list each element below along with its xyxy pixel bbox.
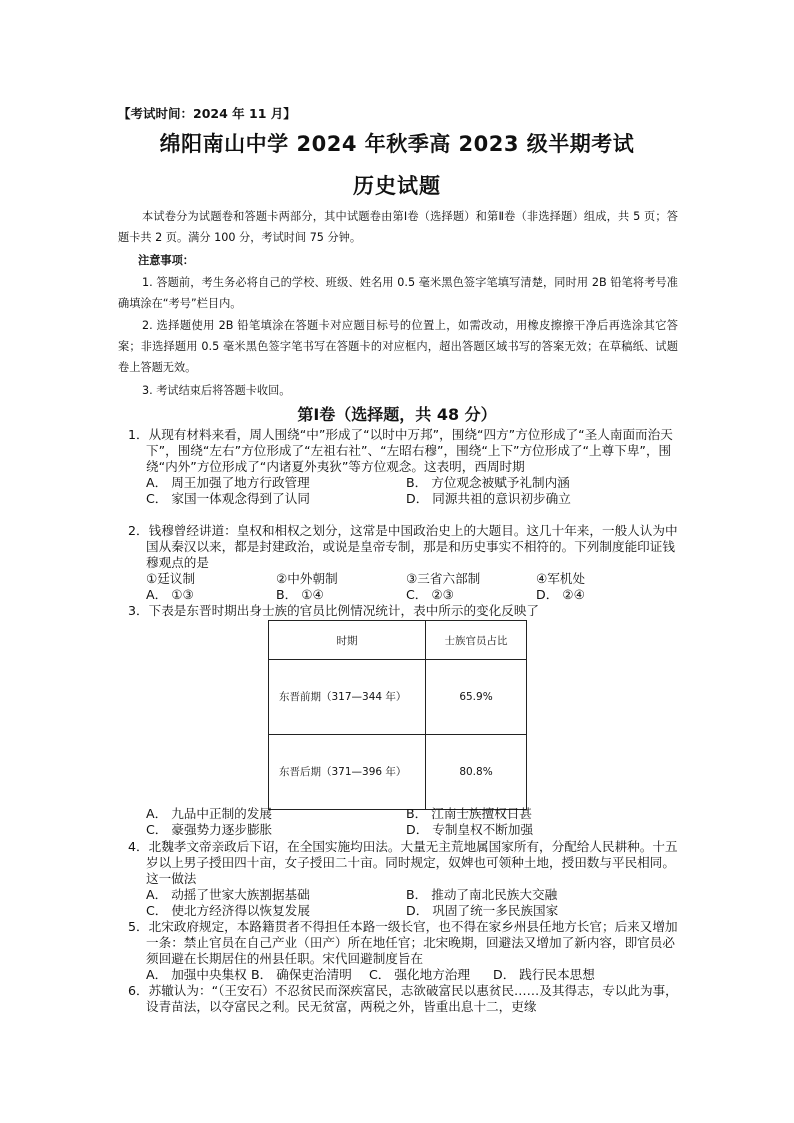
q4-option-c: C． 使北方经济得以恢复发展: [146, 903, 310, 918]
q1-option-d: D． 同源共祖的意识初步确立: [406, 491, 571, 506]
notes-heading: 注意事项：: [138, 254, 194, 267]
q5-option-b: B． 确保吏治清明: [251, 967, 352, 982]
question-6-stem: 6．苏辙认为：“（王安石）不忍贫民而深疾富民，志欲破富民以惠贫民……及其得志，专以此为事，设青苗法，以夺富民之利。民无贫富，两税之外，皆重出息十二，吏缘: [128, 983, 678, 1014]
q2-option-a: A． ①③: [146, 587, 194, 602]
q4-option-d: D． 巩固了统一多民族国家: [406, 903, 559, 918]
q2-option-d: D． ②④: [536, 587, 585, 602]
table-cell-ratio: 65.9%: [426, 660, 527, 735]
table-cell-period: 东晋前期（317—344 年）: [269, 660, 426, 735]
question-2: [128, 523, 680, 603]
question-5-options: [128, 967, 680, 983]
question-4: [128, 839, 680, 919]
q2-item-2: ②中外朝制: [276, 571, 338, 586]
q1-option-c: C． 家国一体观念得到了认同: [146, 491, 310, 506]
exam-title: 绵阳南山中学 2024 年秋季高 2023 级半期考试: [159, 132, 635, 156]
q2-item-1: ①廷议制: [146, 571, 196, 586]
q5-option-d: D． 践行民本思想: [493, 967, 595, 982]
question-5: [128, 919, 680, 983]
exam-subtitle: 历史试题: [353, 174, 441, 198]
q2-item-3: ③三省六部制: [406, 571, 481, 586]
q3-option-b: B． 江南士族擅权日甚: [406, 806, 532, 821]
q5-option-c: C． 强化地方治理: [369, 967, 470, 982]
q3-option-c: C． 豪强势力逐步膨胀: [146, 822, 273, 837]
question-2-stem: 2．钱穆曾经讲道：皇权和相权之划分，这常是中国政治史上的大题目。这几十年来，一般人认为中国从秦汉以来，都是封建政治，或说是皇帝专制，那是和历史事实不相符的。下列制度能印证钱穆观点的是: [128, 523, 678, 570]
q3-option-a: A． 九品中正制的发展: [146, 806, 272, 821]
table-row: [269, 735, 527, 810]
question-3-options-grid: [128, 806, 680, 838]
note-1: 1. 答题前，考生务必将自己的学校、班级、姓名用 0.5 毫米黑色签字笔填写清楚，同时用 2B 铅笔将考号准确填涂在“考号”栏目内。: [118, 276, 678, 310]
section-title: 第Ⅰ卷（选择题，共 48 分）: [297, 405, 497, 424]
note-3: 3. 考试结束后将答题卡收回。: [142, 384, 291, 397]
q2-option-c: C． ②③: [406, 587, 454, 602]
q1-option-a: A． 周王加强了地方行政管理: [146, 475, 310, 490]
question-5-stem: 5．北宋政府规定，本路籍贯者不得担任本路一级长官，也不得在家乡州县任地方长官；后来又增加一条：禁止官员在自己产业（田产）所在地任官；北宋晚期，回避法又增加了新内容，即官员必须回避在长期居住的州县任职。宋代回避制度旨在: [128, 919, 678, 966]
question-6: [128, 983, 680, 1017]
q4-option-b: B． 推动了南北民族大交融: [406, 887, 558, 902]
table-header-period: 时期: [269, 621, 426, 660]
q4-option-a: A． 动摇了世家大族割据基础: [146, 887, 310, 902]
q2-option-b: B． ①④: [276, 587, 324, 602]
question-3-stem: 3．下表是东晋时期出身士族的官员比例情况统计，表中所示的变化反映了: [128, 603, 540, 618]
note-2: 2. 选择题使用 2B 铅笔填涂在答题卡对应题目标号的位置上，如需改动，用橡皮擦擦干净后再选涂其它答案；非选择题用 0.5 毫米黑色签字笔书写在答题卡的对应框内，超出答题区域书写的答案无效；在草稿纸、试题卷上答题无效。: [118, 319, 678, 374]
question-3-options: [128, 806, 680, 838]
question-1-options: [128, 475, 680, 507]
question-4-stem: 4．北魏孝文帝亲政后下诏，在全国实施均田法。大量无主荒地属国家所有，分配给人民耕种。十五岁以上男子授田四十亩，女子授田二十亩。同时规定，奴婢也可领种土地，授田数与平民相同。这一做法: [128, 839, 678, 886]
q3-option-d: D． 专制皇权不断加强: [406, 822, 534, 837]
q5-option-a: A． 加强中央集权: [146, 967, 247, 982]
q2-item-4: ④军机处: [536, 571, 586, 586]
table-cell-ratio: 80.8%: [426, 735, 527, 810]
exam-time: 【考试时间：2024 年 11 月】: [118, 106, 296, 121]
question-2-items: [128, 571, 680, 587]
q1-option-b: B． 方位观念被赋予礼制内涵: [406, 475, 570, 490]
question-3-table: [268, 620, 527, 810]
question-1-stem: 1．从现有材料来看，周人围绕“中”形成了“以时中万邦”，围绕“四方”方位形成了“圣人南面而治天下”，围绕“左右”方位形成了“左祖右社”、“左昭右穆”，围绕“上下”方位形成了“上尊下卑”，围绕“内外”方位形成了“内诸夏外夷狄”等方位观念。这表明，西周时期: [128, 427, 673, 474]
table-header-ratio: 士族官员占比: [426, 621, 527, 660]
table-row: [269, 660, 527, 735]
table-header-row: [269, 621, 527, 660]
question-4-options: [128, 887, 680, 919]
intro-paragraph: 本试卷分为试题卷和答题卡两部分，其中试题卷由第Ⅰ卷（选择题）和第Ⅱ卷（非选择题）组成，共 5 页；答题卡共 2 页。满分 100 分，考试时间 75 分钟。: [118, 210, 678, 244]
table-cell-period: 东晋后期（371—396 年）: [269, 735, 426, 810]
question-2-options: [128, 587, 680, 603]
question-1: [128, 427, 680, 507]
